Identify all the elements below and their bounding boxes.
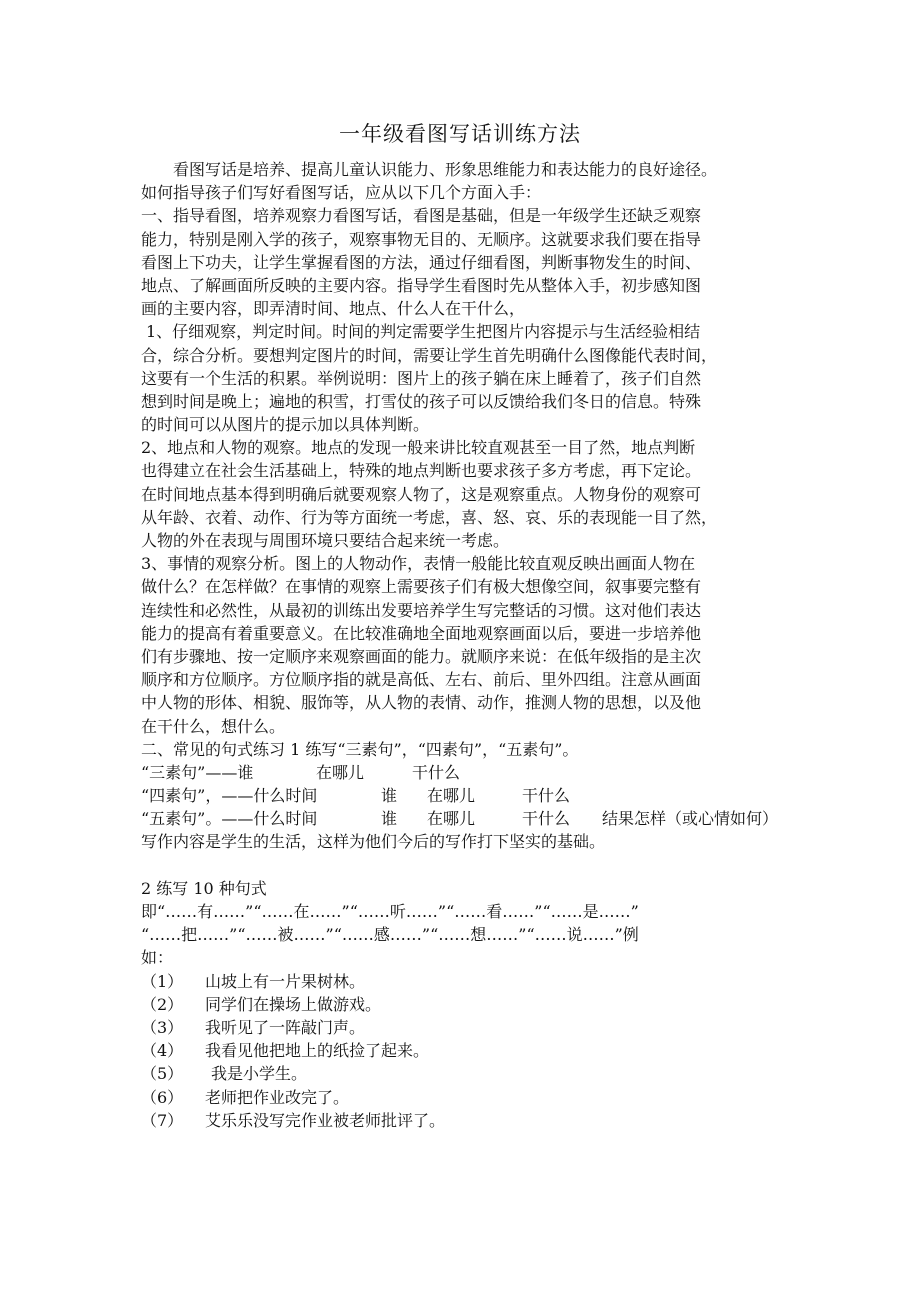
section2-note: 写作内容是学生的生活，这样为他们今后的写作打下坚实的基础。: [141, 832, 606, 852]
example-number: （2）: [141, 994, 184, 1014]
example-text: 老师把作业改完了。: [205, 1087, 350, 1107]
point3-line: 顺序和方位顺序。方位顺序指的就是高低、左右、前后、里外四组。注意从画面: [141, 670, 702, 690]
example-item: [141, 1039, 801, 1062]
example-text: 我听见了一阵敲门声。: [205, 1017, 366, 1037]
section1-line: 看图上下功夫，让学生掌握看图的方法，通过仔细看图，判断事物发生的时间、: [141, 252, 702, 272]
point3-line: 做什么？在怎样做？在事情的观察上需要孩子们有极大想像空间，叙事要完整有: [141, 577, 702, 597]
practice-heading: 2 练写 10 种句式: [141, 878, 267, 898]
four-element-sentence: [141, 784, 801, 807]
point1-line: 合，综合分析。要想判定图片的时间，需要让学生首先明确什么图像能代表时间，: [141, 345, 718, 365]
example-number: （3）: [141, 1017, 184, 1037]
example-item: [141, 1016, 801, 1039]
three-what: 干什么: [412, 762, 461, 782]
example-text: 同学们在操场上做游戏。: [205, 994, 382, 1014]
practice-patterns-line: “……把……”“……被……”“……感……”“……想……”“……说……”例: [141, 925, 639, 945]
five-who: 谁: [381, 809, 398, 829]
point2-line: 在时间地点基本得到明确后就要观察人物了，这是观察重点。人物身份的观察可: [141, 484, 702, 504]
intro-line: 如何指导孩子们写好看图写话，应从以下几个方面入手：: [141, 183, 542, 203]
point3-line: 在干什么，想什么。: [141, 716, 286, 736]
five-where: 在哪儿: [427, 809, 476, 829]
example-text: 山坡上有一片果树林。: [205, 971, 366, 991]
section1-line: 能力，特别是刚入学的孩子，观察事物无目的、无顺序。这就要求我们要在指导: [141, 229, 702, 249]
point3-line: 连续性和必然性，从最初的训练出发要培养学生写完整话的习惯。这对他们表达: [141, 600, 702, 620]
four-where: 在哪儿: [427, 786, 476, 806]
practice-patterns-line: 即“……有……”“……在……”“……听……”“……看……”“……是……”: [141, 902, 639, 921]
example-item: [141, 970, 801, 993]
point2-line: 也得建立在社会生活基础上，特殊的地点判断也要求孩子多方考虑，再下定论。: [141, 461, 702, 481]
example-number: （4）: [141, 1041, 184, 1061]
three-element-sentence: [141, 761, 801, 784]
example-item: [141, 993, 801, 1016]
four-label: “四素句”，——什么时间: [141, 786, 318, 806]
point1-line: 的时间可以从图片的提示加以具体判断。: [141, 415, 430, 435]
point3-line: 中人物的形体、相貌、服饰等，从人物的表情、动作，推测人物的思想，以及他: [141, 693, 702, 713]
section2-heading: 二、常见的句式练习 1 练写“三素句”，“四素句”，“五素句”。: [141, 739, 579, 759]
three-label: “三素句”——谁: [141, 762, 254, 782]
five-label: “五素句”。——什么时间: [141, 809, 318, 829]
five-element-sentence: [141, 807, 801, 830]
example-number: （1）: [141, 971, 184, 991]
point2-line: 人物的外在表现与周围环境只要结合起来统一考虑。: [141, 531, 510, 550]
four-who: 谁: [381, 786, 398, 806]
example-text: 我是小学生。: [211, 1064, 308, 1084]
section1-line: 画的主要内容，即弄清时间、地点、什么人在干什么，: [141, 299, 526, 319]
document-body: [141, 158, 801, 1132]
document-title: 一年级看图写话训练方法: [339, 122, 581, 146]
example-text: 我看见他把地上的纸捡了起来。: [205, 1041, 430, 1061]
point1-line: 这要有一个生活的积累。举例说明：图片上的孩子躺在床上睡着了，孩子们自然: [141, 368, 702, 388]
five-what: 干什么: [522, 809, 571, 829]
intro-line: 看图写话是培养、提高儿童认识能力、形象思维能力和表达能力的良好途径。: [173, 160, 718, 179]
practice-patterns-line: 如：: [141, 948, 174, 968]
point1-line: 1、仔细观察，判定时间。时间的判定需要学生把图片内容提示与生活经验相结: [146, 322, 701, 342]
three-where: 在哪儿: [316, 762, 365, 782]
point2-line: 2、地点和人物的观察。地点的发现一般来讲比较直观甚至一目了然，地点判断: [141, 438, 696, 458]
four-what: 干什么: [522, 786, 571, 806]
section1-line: 地点、了解画面所反映的主要内容。指导学生看图时先从整体入手，初步感知图: [141, 275, 702, 295]
example-number: （7）: [141, 1110, 184, 1130]
five-result: 结果怎样（或心情如何）: [602, 809, 779, 829]
point1-line: 想到时间是晚上；遍地的积雪，打雪仗的孩子可以反馈给我们冬日的信息。特殊: [141, 391, 702, 411]
example-number: （6）: [141, 1087, 184, 1107]
point3-line: 能力的提高有着重要意义。在比较准确地全面地观察画面以后，要进一步培养他: [141, 623, 702, 643]
blank-line: [141, 854, 801, 877]
example-item: [141, 1086, 801, 1109]
point3-line: 3、事情的观察分析。图上的人物动作，表情一般能比较直观反映出画面人物在: [141, 554, 696, 574]
example-text: 艾乐乐没写完作业被老师批评了。: [205, 1110, 446, 1130]
section1-line: 一、指导看图，培养观察力看图写话，看图是基础，但是一年级学生还缺乏观察: [141, 206, 702, 226]
point3-line: 们有步骤地、按一定顺序来观察画面的能力。就顺序来说：在低年级指的是主次: [141, 646, 702, 666]
example-item: [141, 1062, 801, 1085]
point2-line: 从年龄、衣着、动作、行为等方面统一考虑，喜、怒、哀、乐的表现能一目了然，: [141, 507, 718, 527]
example-number: （5）: [141, 1064, 184, 1084]
example-item: [141, 1109, 801, 1132]
